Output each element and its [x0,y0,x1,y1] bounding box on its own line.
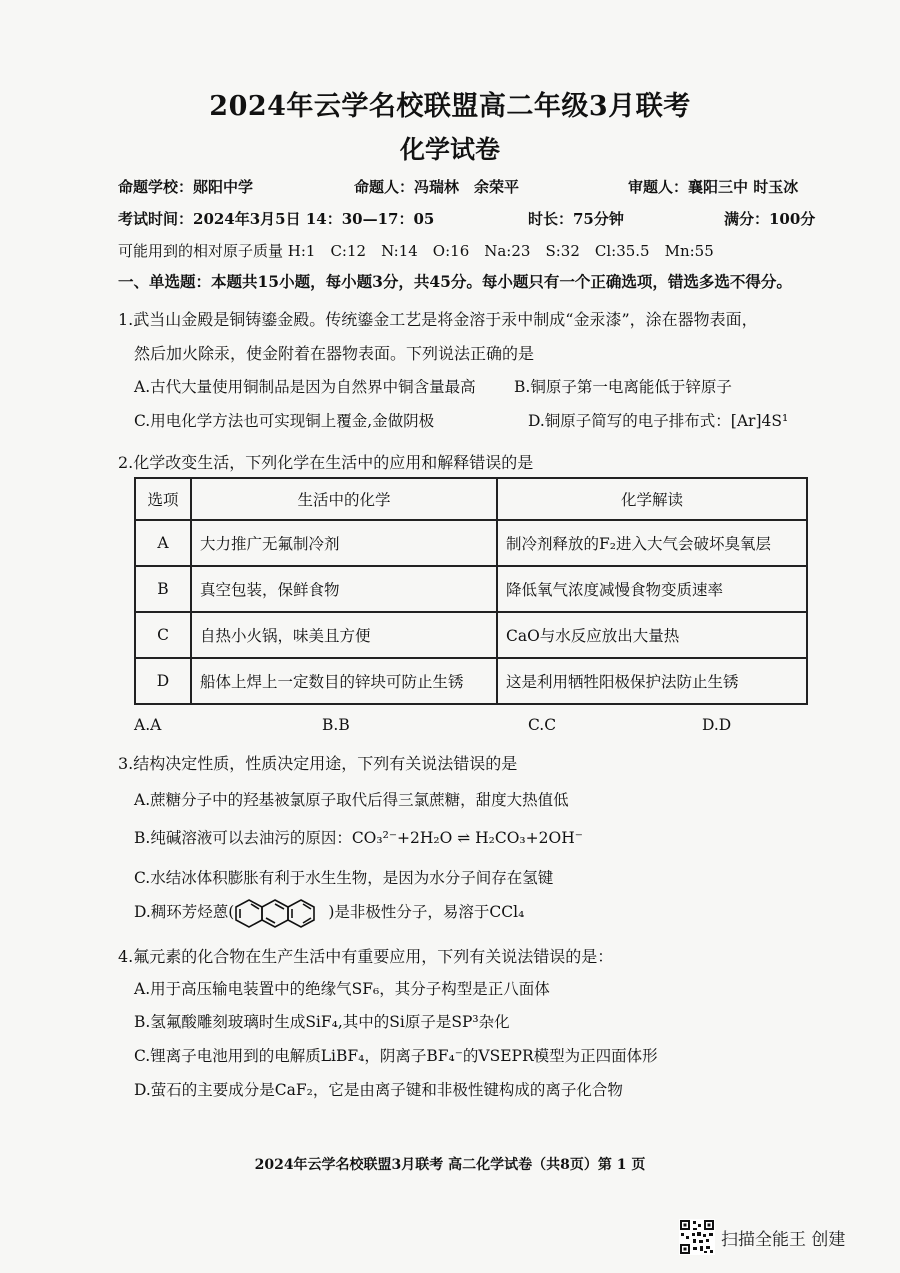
q1-option-c: C.用电化学方法也可实现铜上覆金,金做阴极 [134,412,435,430]
q3-option-b: B.纯碱溶液可以去油污的原因：CO₃²⁻+2H₂O ⇌ H₂CO₃+2OH⁻ [134,829,583,847]
q4-stem: 4.氟元素的化合物在生产生活中有重要应用，下列有关说法错误的是： [118,947,614,966]
q1-stem-line2: 然后加火除汞，使金附着在器物表面。下列说法正确的是 [134,344,535,363]
table-row [135,566,807,612]
anthracene-structure-icon [234,898,328,928]
exam-time: 考试时间：2024年3月5日 14：30—17：05 [118,210,435,228]
school-line: 命题学校：郧阳中学 [118,178,254,196]
q3-option-d-prefix: D.稠环芳烃蒽( [134,903,235,921]
exam-title: 2024年云学名校联盟高二年级3月联考 [209,91,691,122]
table-cell: 大力推广无氟制冷剂 [191,520,497,566]
table-header-row [135,478,807,520]
atomic-mass-line: 可能用到的相对原子质量 H:1 C:12 N:14 O:16 Na:23 S:32 Cl:35.5 Mn:55 [118,242,714,260]
q2-option-d: D.D [702,716,732,734]
q1-option-b: B.铜原子第一电离能低于锌原子 [514,378,732,396]
q1-option-a: A.古代大量使用铜制品是因为自然界中铜含量最高 [134,378,476,396]
table-header: 生活中的化学 [191,478,497,520]
q4-option-b: B.氢氟酸雕刻玻璃时生成SiF₄,其中的Si原子是SP³杂化 [134,1013,510,1031]
table-cell: B [135,566,191,612]
q3-option-d [134,898,524,928]
q2-table [134,477,808,705]
table-row [135,612,807,658]
table-cell: 降低氧气浓度减慢食物变质速率 [497,566,807,612]
table-cell: 真空包装，保鲜食物 [191,566,497,612]
page-footer: 2024年云学名校联盟3月联考 高二化学试卷（共8页）第 1 页 [254,1157,646,1173]
full-score: 满分：100分 [724,210,816,228]
section-heading: 一、单选题：本题共15小题，每小题3分，共45分。每小题只有一个正确选项，错选多选不得分。 [118,272,792,291]
table-header: 选项 [135,478,191,520]
table-cell: 自热小火锅，味美且方便 [191,612,497,658]
q1-option-d: D.铜原子简写的电子排布式：[Ar]4S¹ [528,412,789,430]
q2-option-b: B.B [322,716,350,734]
watermark-text: 扫描全能王 创建 [721,1229,846,1250]
q3-option-d-suffix: )是非极性分子，易溶于CCl₄ [328,903,525,921]
exam-duration: 时长：75分钟 [528,210,624,228]
q4-option-a: A.用于高压输电装置中的绝缘气SF₆，其分子构型是正八面体 [134,980,550,998]
table-cell: 制冷剂释放的F₂进入大气会破坏臭氧层 [497,520,807,566]
table-cell: 船体上焊上一定数目的锌块可防止生锈 [191,658,497,704]
table-cell: C [135,612,191,658]
q1-stem-line1: 1.武当山金殿是铜铸鎏金殿。传统鎏金工艺是将金溶于汞中制成“金汞漆”，涂在器物表面， [118,310,758,329]
scanner-watermark [679,1219,845,1255]
q3-stem: 3.结构决定性质，性质决定用途，下列有关说法错误的是 [118,754,518,773]
authors-line: 命题人：冯瑞林 余荣平 [354,178,520,196]
q3-option-c: C.水结冰体积膨胀有利于水生生物，是因为水分子间存在氢键 [134,869,554,887]
q2-option-a: A.A [134,716,162,734]
q2-option-c: C.C [528,716,557,734]
q4-option-d: D.萤石的主要成分是CaF₂，它是由离子键和非极性键构成的离子化合物 [134,1081,623,1099]
table-cell: 这是利用牺牲阳极保护法防止生锈 [497,658,807,704]
q4-option-c: C.锂离子电池用到的电解质LiBF₄，阴离子BF₄⁻的VSEPR模型为正四面体形 [134,1047,658,1065]
table-row [135,658,807,704]
reviewers-line: 审题人：襄阳三中 时玉冰 [628,178,799,196]
exam-subtitle: 化学试卷 [399,135,500,164]
table-header: 化学解读 [497,478,807,520]
table-cell: D [135,658,191,704]
table-cell: CaO与水反应放出大量热 [497,612,807,658]
q3-option-a: A.蔗糖分子中的羟基被氯原子取代后得三氯蔗糖，甜度大热值低 [134,791,569,809]
qr-code-icon [679,1219,715,1255]
q2-stem: 2.化学改变生活，下列化学在生活中的应用和解释错误的是 [118,453,534,472]
table-row [135,520,807,566]
table-cell: A [135,520,191,566]
